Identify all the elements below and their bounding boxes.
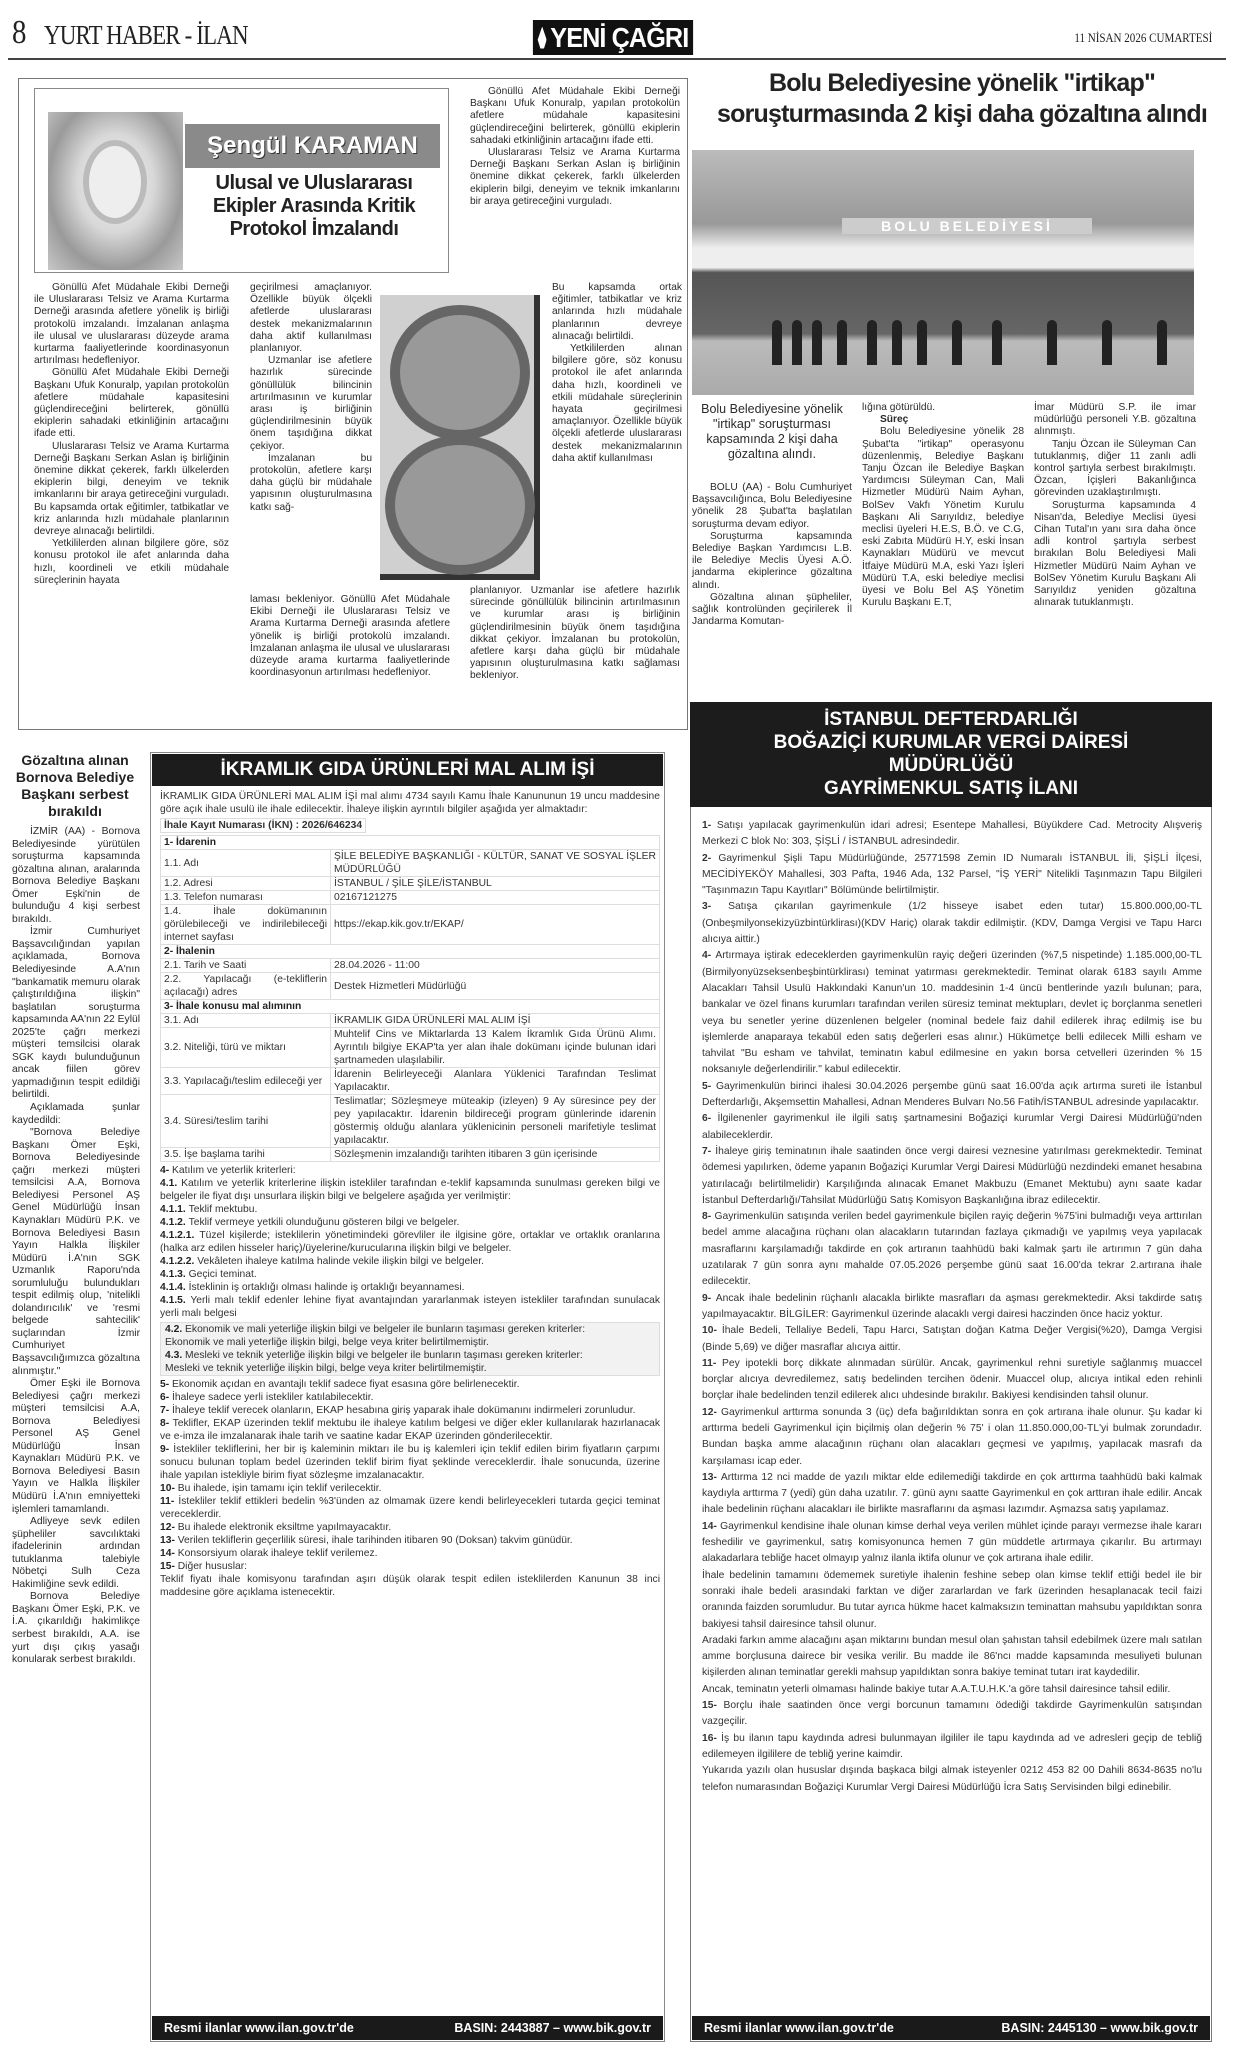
field-label: 1.2. Adresi	[161, 877, 331, 891]
list-item: 11- İstekliler teklif ettikleri bedelin %3'ünden az olmamak üzere kendi belirleyecekleri tutarda geçici teminat vereceklerdir.	[160, 1496, 660, 1520]
list-item: 11- Pey ipotekli borç dikkate alınmadan sürülür. Ancak, gayrimenkul rehni suretiyle sağlanmış muaccel borçlar alıcıya devredilemez, satış bedelinden tercihen ödenir. Muaccel olup, alıcıya intikal eden rehinli borçlar ihale bedelinden tenzil edilerek alıcı uhdesinde bırakılır. Bakiyesi kendisinden tahsil olunur.	[702, 1357, 1202, 1402]
tender-qualification	[160, 1322, 660, 1376]
field-value: 28.04.2026 - 11:00	[331, 959, 660, 973]
bolu-text-col1: BOLU (AA) - Bolu Cumhuriyet Başsavcılığınca, Bolu Belediyesine yönelik 28 Şubat'ta başlatılan soruşturma devam ediyor. Soruşturma kapsamında Belediye Başkan Yardımcısı L.B. ile Belediye Meclis Üyesi A.Ö. jandarma ekiplerince gözaltına alındı. Gözaltına alınan şüpheliler, sağlık kontrolünden geçirilerek İl Jandarma Komutan-	[692, 482, 852, 628]
table-row	[161, 1028, 660, 1068]
masthead-rule	[8, 58, 1226, 60]
logo-text: YENİ ÇAĞRI	[550, 21, 689, 53]
table-row	[161, 891, 660, 905]
column-text-col2b: laması bekleniyor. Gönüllü Afet Müdahale Ekibi Derneği ile Uluslararası Telsiz ve Arama Kurtarma Derneği arasında afetlere yönelik iş birliği protokolü imzalandı. İmzalanan anlaşma ile ulusal ve uluslararası düzeyde arama kurtarma faaliyetlerinde koordinasyonun artırılması hedefleniyor.	[250, 594, 450, 679]
table-row	[161, 905, 660, 945]
list-item: 9- İstekliler tekliflerini, her bir iş kaleminin miktarı ile bu iş kalemleri için teklif edilen birim fiyatların çarpımı sonucu bulunan toplam bedel üzerinden teklif birim fiyat şeklinde vereceklerdir. İhale sonucunda, üzerine ihale yapılan istekliyle birim fiyat sözleşme imzalanacaktır.	[160, 1444, 660, 1481]
list-item: 4.3. Mesleki ve teknik yeterliğe ilişkin bilgi ve belgeler ile bunların taşıması gereken kriterler:	[165, 1350, 583, 1361]
list-item: 13- Arttırma 12 nci madde de yazılı miktar elde edilemediği takdirde en çok arttırma taahhüdü baki kalmak kaydıyla arttırma 7 (yedi) gün daha uzatılır. 7. günü aynı saatte Gayrimenkul en çok arttıran ihale edilir. Ancak ihale bedelinin rüçhanı alacakları ile birlikte masraflarını da aşması lazımdır. Aşmazsa satış yapılamaz.	[702, 1471, 1202, 1516]
field-value: İdarenin Belirleyeceği Alanlara Yüklenici Tarafından Teslimat Yapılacaktır.	[331, 1068, 660, 1095]
list-item: 12- Bu ihalede elektronik eksiltme yapılmayacaktır.	[160, 1522, 392, 1533]
list-item: 4.1.2. Teklif vermeye yetkili olunduğunu gösteren bilgi ve belgeler.	[160, 1217, 460, 1228]
section-heading: 1- İdarenin	[161, 836, 660, 850]
column-text-col3c: planlanıyor. Uzmanlar ise afetlere hazırlık sürecinde gönüllülük bilincinin artırılmasının ve kurumlar arası iş birliğinin güçlendirilmesinin büyük önem taşıdığına dikkat çekiyor. İmzalanan bu protokolün, afetlere karşı daha güçlü bir müdahale yapısının oluşturulmasına katkı sağlaması bekleniyor.	[470, 585, 680, 682]
list-item: 8- Teklifler, EKAP üzerinden teklif mektubu ile ihaleye katılım belgesi ve diğer ekler kullanılarak hazırlanacak ve e-imza ile imzalanarak ihale tarih ve saatine kadar EKAP üzerinden gönderilecektir.	[160, 1418, 660, 1442]
bornova-headline: Gözaltına alınan Bornova Belediye Başkanı serbest bırakıldı	[15, 752, 135, 819]
bolu-text-col2: lığına götürüldü. Süreç Bolu Belediyesine yönelik 28 Şubat'ta "irtikap" operasyonu düzenlenmiş, Belediye Başkanı Tanju Özcan ile Belediye Başkan Yardımcısı Süleyman Can, Mali Hizmetler Müdürü Naim Ayhan, BolSev Vakfı Yönetim Kurulu Başkanı Ali Sarıyıldız, belediye meclisi üyeleri H.E.S, B.Ö. ve C.G, eski Zabıta Müdürü H.Y, eski İnsan Kaynakları Müdürü ve mevcut İtfaiye Müdürü M.A, eski Yazı İşleri Müdürü T.A, eski belediye meclisi üyesi ve Bolu Bel AŞ Yönetim Kurulu Başkanı E.T,	[862, 402, 1024, 609]
list-item: 4.1.3. Geçici teminat.	[160, 1269, 257, 1280]
title-line: MÜDÜRLÜĞÜ	[888, 755, 1014, 776]
list-item: 5- Ekonomik açıdan en avantajlı teklif sadece fiyat esasına göre belirlenecektir.	[160, 1379, 520, 1390]
author-photo	[48, 112, 183, 270]
table-row	[161, 850, 660, 877]
list-item: 15- Borçlu ihale saatinden önce vergi borcunun tamamını ödediği takdirde Gayrimenkulün satışından vazgeçilir.	[702, 1700, 1202, 1728]
ilan-link[interactable]: Resmi ilanlar www.ilan.gov.tr'de	[164, 2021, 354, 2035]
list-item: Yukarıda yazılı olan hususlar dışında başkaca bilgi almak isteyenler 0212 453 82 00 Dahili 8634-8635 no'lu telefon numarasından Boğaziçi Kurumlar Vergi Dairesi Müdürlüğü İcra Satış Servisinden bilgi edinebilir.	[702, 1765, 1202, 1793]
list-item: 10- İhale Bedeli, Tellaliye Bedeli, Tapu Harcı, Satıştan doğan Katma Değer Vergisi(%20), Damga Vergisi (Binde 5,69) ve diğer masraflar alıcıya aittir.	[702, 1325, 1202, 1353]
field-label: 1.4. İhale dokümanının görülebileceği ve indirilebileceği internet sayfası	[161, 905, 331, 945]
field-label: 3.2. Niteliği, türü ve miktarı	[161, 1028, 331, 1068]
field-value: Sözleşmenin imzalandığı tarihten itibaren 3 gün içerisinde	[331, 1148, 660, 1162]
table-row	[161, 959, 660, 973]
page-number: 8	[12, 14, 27, 51]
issue-date: 11 NİSAN 2026 CUMARTESİ	[1074, 30, 1212, 45]
list-item: 2- Gayrimenkul Şişli Tapu Müdürlüğünde, 25771598 Zemin ID Numaralı İSTANBUL İli, ŞİŞLİ İlçesi, MECİDİYEKÖY Mahallesi, 303 Pafta, 1946 Ada, 132 Parsel, "İŞ YERİ" Nitelikli Taşınmazın Tapu Bilgileri "Taşınmazın Tapu Kayıtları" Bölümünde belirtilmiştir.	[702, 852, 1202, 897]
list-item: 15- Diğer hususlar:	[160, 1561, 247, 1572]
list-item: Mesleki ve teknik yeterliğe ilişkin bilgi, belge veya kriter belirtilmemiştir.	[165, 1363, 487, 1374]
list-item: 4.1.4. İsteklinin iş ortaklığı olması halinde iş ortaklığı beyannamesi.	[160, 1282, 465, 1293]
list-item: 1- Satışı yapılacak gayrimenkulün idari adresi; Esentepe Mahallesi, Büyükdere Cad. Metrocity Alışveriş Merkezi C blok No: 303, ŞİŞLİ / İSTANBUL adresindedir.	[702, 820, 1202, 848]
property-sale-title	[690, 702, 1212, 807]
list-item: 16- İş bu ilanın tapu kaydında adresi bulunmayan ilgililer ile tapu kaydında ad ve adresleri geçip de tebliğ edilemeyen ilgililere de tebliğ yerine kaimdir.	[702, 1732, 1202, 1760]
list-item: Ancak, teminatın yeterli olmaması halinde bakiye tutar A.A.T.U.H.K.'a göre tahsil dairesince tahsil edilir.	[702, 1683, 1171, 1695]
list-item: 9- Ancak ihale bedelinin rüçhanlı alacakla birlikte masrafları da aşması gerekmektedir. Aksi takdirde satış yapılmayacaktır. BİLGİLER: Gayrimenkul üzerinde alacaklı vergi dairesi haczinden önce haciz yoktur.	[702, 1292, 1202, 1320]
photo-sign: BOLU BELEDİYESİ	[842, 218, 1092, 234]
property-sale-body	[702, 818, 1202, 1796]
title-line: BOĞAZİÇİ KURUMLAR VERGİ DAİRESİ	[773, 732, 1129, 753]
table-row	[161, 1014, 660, 1028]
field-label: 1.1. Adı	[161, 850, 331, 877]
column-text-col2a: geçirilmesi amaçlanıyor. Özellikle büyük ölçekli afetlerde uluslararası destek mekanizmalarının daha aktif kullanılması planlanıyor. Uzmanlar ise afetlere hazırlık sürecinde gönüllülük bilincinin artırılmasının ve kurumlar arası iş birliğinin güçlendirilmesinin büyük önem taşıdığına dikkat çekiyor. İmzalanan bu protokolün, afetlere karşı daha güçlü bir müdahale yapısının oluşturulmasına katkı sağ-	[250, 282, 372, 513]
bik-link[interactable]: BASIN: 2443887 – www.bik.gov.tr	[454, 2021, 651, 2035]
list-item: 4- Katılım ve yeterlik kriterleri:	[160, 1165, 296, 1176]
list-item: 14- Gayrimenkul kendisine ihale olunan kimse derhal veya verilen mühlet içinde parayı vermezse ihale kararı feshedilir ve gayrimenkul, satış komisyonunca hemen 7 gün müddetle artırmaya çıkarılır. Bu artırmayı alakadarlara tebliğe hacet olmayıp yalnız ilanla iktifa olunur ve çok artırana ihale edilir.	[702, 1520, 1202, 1565]
column-title: Ulusal ve Uluslararası Ekipler Arasında Kritik Protokol İmzalandı	[212, 172, 416, 240]
field-label: 1.3. Telefon numarası	[161, 891, 331, 905]
bolu-photo	[692, 150, 1194, 395]
tender-intro: İKRAMLIK GIDA ÜRÜNLERİ MAL ALIM İŞİ mal alımı 4734 sayılı Kamu İhale Kanununun 19 uncu maddesine göre açık ihale usulü ile ihale edilecektir. İhaleye ilişkin ayrıntılı bilgiler aşağıda yer almaktadır:	[160, 791, 660, 815]
flame-icon	[538, 27, 547, 49]
association-emblem	[380, 295, 540, 580]
list-item: 4.1.5. Yerli malı teklif edenler lehine fiyat avantajından yararlanmak isteyen istekliler tarafından sunulacak yerli malı belgesi	[160, 1295, 661, 1319]
field-label: 3.4. Süresi/teslim tarihi	[161, 1095, 331, 1148]
tender-criteria	[160, 1164, 660, 1320]
field-value: ŞİLE BELEDİYE BAŞKANLIĞI - KÜLTÜR, SANAT VE SOSYAL İŞLER MÜDÜRLÜĞÜ	[331, 850, 660, 877]
list-item: 4- Artırmaya iştirak edeceklerden gayrimenkulün rayiç değeri üzerinden (%7,5 nispetinde) 1.185.000,00-TL (Birmilyonyüzseksenbeşbintürklirası) teminat yatırması gerekmektedir. Teminat olarak 6183 sayılı Amme Alacakları Tahsil Usulü Hakkındaki Kanun'un 10. maddesinin 1-4 üncü bentlerinde yazılı bulunan; para, bankalar ve özel finans kurumları tarafından verilen süresiz teminat mektupları, devlet iç borçlanma senetleri veya bu senetler yerine düzenlenen belgeler (nominal bedele faiz dahil edilerek ihraç edilmiş ise bu işlemlerde anaparaya tekabül eden satış değerleri esas alınır.) Hükümetçe belli edilecek Milli esham ve tahvilat "Bu esham ve tahvilat, teminatın kabul edilmesine en yakın borsa cetvelleri üzerinden % 15 noksanıyle değerlendirilir." kabul edilecektir.	[702, 950, 1202, 1076]
bolu-text-col3: İmar Müdürü S.P. ile imar müdürlüğü personeli Y.B. gözaltına alınmıştı. Tanju Özcan ile Süleyman Can tutuklanmış, diğer 11 zanlı adli kontrol şartıyla serbest bırakılmıştı. Özcan, İçişleri Bakanlığınca görevinden uzaklaştırılmıştı. Soruşturma kapsamında 4 Nisan'da, Belediye Meclisi üyesi Cihan Tutal'ın yanı sıra daha önce adli kontrol şartıyla serbest bırakılan Bolu Belediyesi Mali Hizmetler Müdürü Naim Ayhan ve BolSev Yönetim Kurulu Başkanı Ali Sarıyıldız yeniden gözaltına alınarak tutuklanmıştı.	[1034, 402, 1196, 609]
table-row	[161, 1068, 660, 1095]
list-item: Teklif fiyatı ihale komisyonu tarafından aşırı düşük olarak tespit edilen isteklilerden Kanunun 38 inci maddesine göre açıklama istenecektir.	[160, 1574, 660, 1598]
column-text-col3a: Gönüllü Afet Müdahale Ekibi Derneği Başkanı Ufuk Konuralp, yapılan protokolün afetlere müdahale kapasitesini güçlendireceğini belirterek, gönüllü ekiplerin sahadaki etkinliğinin artacağını ifade etti. Uluslararası Telsiz ve Arama Kurtarma Derneği Başkanı Serkan Aslan iş birliğinin önemine dikkat çekerek, farklı ülkelerden ekiplerin bilgi, deneyim ve teknik imkanlarını bir araya getireceğini vurguladı.	[470, 86, 680, 207]
section-heading: 2- İhalenin	[161, 945, 660, 959]
field-label: 2.1. Tarih ve Saati	[161, 959, 331, 973]
list-item: 6- İlgilenenler gayrimenkul ile ilgili satış şartnamesini Boğaziçi kurumlar Vergi Dairesi Müdürlüğü'nden alabileceklerdir.	[702, 1113, 1202, 1141]
table-row	[161, 1148, 660, 1162]
field-value: 02167121275	[331, 891, 660, 905]
list-item: 12- Gayrimenkul arttırma sonunda 3 (üç) defa bağırıldıktan sonra en çok artırana ihale olunur. Şu kadar ki arttırma bedeli Gayrimenkul için biçilmiş olan değerin % 75' i olan 11.850.000,00-TL'yi bulmak zorundadır. Bundan başka amme alacağının rüçhanı olan alacakları geçmesi ve yapılmış, yapılacak masrafı da karşılaması icap eder.	[702, 1406, 1202, 1467]
tender-title: İKRAMLIK GIDA ÜRÜNLERİ MAL ALIM İŞİ	[152, 754, 663, 786]
ilan-link[interactable]: Resmi ilanlar www.ilan.gov.tr'de	[704, 2021, 894, 2035]
table-row	[161, 1095, 660, 1148]
author-name: Şengül KARAMAN	[185, 124, 440, 168]
field-value: Destek Hizmetleri Müdürlüğü	[331, 973, 660, 1000]
tender-terms	[160, 1378, 660, 1599]
masthead	[0, 0, 1234, 62]
table-row	[161, 973, 660, 1000]
bolu-headline: Bolu Belediyesine yönelik "irtikap" soruşturmasında 2 kişi daha gözaltına alındı	[717, 69, 1207, 128]
section-title: YURT HABER - İLAN	[44, 20, 248, 50]
field-label: 3.5. İşe başlama tarihi	[161, 1148, 331, 1162]
list-item: 10- Bu ihalede, işin tamamı için teklif verilecektir.	[160, 1483, 382, 1494]
list-item: 6- İhaleye sadece yerli istekliler katılabilecektir.	[160, 1392, 374, 1403]
list-item: 4.1.2.1. Tüzel kişilerde; isteklilerin yönetimindeki görevliler ile ilgisine göre, ortaklar ve ortaklık oranlarına (halka arz edilen hisseler hariç)/üyelerine/kurucularına ilişkin bilgi ve belgeler.	[160, 1230, 660, 1254]
list-item: 7- İhaleye giriş teminatının ihale saatinden önce vergi dairesi veznesine yatırılması gerekmektedir. Teminat ödemesi yapılırken, ödeme yapanın Boğaziçi Kurumlar Vergi Dairesi Müdürlüğü nezdindeki emanet hesabına yatırılacağı belirtilmelidir) Karşılığında alınacak Emanet Makbuzu (Emanet Mektubu) aynı saate kadar İstanbul Defterdarlığı/Tahsilat Müdürlüğü Satış Komisyon Başkanlığına ibraz edilecektir.	[702, 1145, 1202, 1206]
column-text-col3b: Bu kapsamda ortak eğitimler, tatbikatlar ve kriz anlarında hızlı müdahale planlarının devreye alınacağı belirtildi. Yetkililerden alınan bilgilere göre, söz konusu protokol ile afet anlarında daha hızlı, koordineli ve etkili müdahale süreçlerinin hayata geçirilmesi amaçlanıyor. Özellikle büyük ölçekli afetlerde uluslararası destek mekanizmalarının daha aktif kullanılması	[552, 282, 682, 464]
table-row	[161, 877, 660, 891]
tender-details-table	[160, 835, 660, 1162]
field-value: Muhtelif Cins ve Miktarlarda 13 Kalem İkramlık Gıda Ürünü Alımı. Ayrıntılı bilgiye EKAP'ta yer alan ihale dokümanı içinde bulunan idari şartnameden ulaşılabilir.	[331, 1028, 660, 1068]
list-item: 4.1. Katılım ve yeterlik kriterlerine ilişkin istekliler tarafından e-teklif kapsamında sunulması gereken bilgi ve belgeler ile fiyat dışı unsurlara ilişkin bilgi ve belgelere aşağıda yer verilmiştir:	[160, 1178, 660, 1202]
list-item: 8- Gayrimenkulün satışında verilen bedel gayrimenkule biçilen rayiç değerin %75'ini bulmadığı veya arttırılan bedel amme alacağına rüçhanı olan alacakların tutarından fazlaya çıkmadığı ve yapılmış veya yapılacak masraflarını karşılamadığı takdirde en çok artıranın taahhüdü baki kalmak şartı ile artırımın 7 gün daha uzatılarak 7 gün sonra aynı mahalde 07.05.2026 perşembe günü saat 16.00'da tekrar 2.artırana ihale edilecektir.	[702, 1211, 1202, 1288]
property-sale-footer	[692, 2016, 1210, 2040]
field-label: 2.2. Yapılacağı (e-tekliflerin açılacağı) adres	[161, 973, 331, 1000]
list-item: Aradaki farkın amme alacağını aşan miktarını bundan mesul olan şahıstan tahsil edebilmek üzere malı satılan amme borçlusuna dairece bir vesika verilir. Bu madde ile 86'ncı madde kapsamında mesuliyeti bulunan kişilerden alınan teminatlar gerekli mahsup yapıldıktan sonra bakiye teminat tutarı irat kaydedilir.	[702, 1634, 1202, 1679]
list-item: 7- İhaleye teklif verecek olanların, EKAP hesabına giriş yaparak ihale dokümanını indirmeleri zorunludur.	[160, 1405, 636, 1416]
list-item: 5- Gayrimenkulün birinci ihalesi 30.04.2026 perşembe günü saat 16.00'da açık artırma sureti ile İstanbul Defterdarlığı, Akşemsettin Mahallesi, Adnan Menderes Bulvarı No.56 Fatih/İSTANBUL adresinde yapılacaktır.	[702, 1080, 1202, 1109]
tender-body	[160, 790, 660, 1599]
section-heading: 3- İhale konusu mal alımının	[161, 1000, 660, 1014]
bolu-lead: Bolu Belediyesine yönelik "irtikap" soruşturması kapsamında 2 kişi daha gözaltına alındı.	[701, 402, 843, 461]
field-label: 3.1. Adı	[161, 1014, 331, 1028]
field-label: 3.3. Yapılacağı/teslim edileceği yer	[161, 1068, 331, 1095]
title-line: İSTANBUL DEFTERDARLIĞI	[824, 709, 1078, 730]
bornova-text: İZMİR (AA) - Bornova Belediyesinde yürütülen soruşturma kapsamında gözaltına alınan, aralarında Bornova Belediye Başkanı Ömer Eşki'nin de bulunduğu 4 kişi serbest bırakıldı. İzmir Cumhuriyet Başsavcılığından yapılan açıklamada, Bornova Belediyesinde A.A'nın "bankamatik memuru olarak çalıştırıldığına ilişkin" başlatılan soruşturma kapsamında AA'nın 22 Eylül 2025'te çağrı merkezi müşteri temsilcisi olarak SGK kaydı bulunduğunun ancak fiilen görev yapmadığının tespit edildiği belirtildi. Açıklamada şunlar kaydedildi: "Bornova Belediye Başkanı Ömer Eşki, Bornova Belediyesinde çağrı merkezi müşteri temsilcisi A.A, Bornova Belediyesi Personel AŞ Genel Müdürlüğü İnsan Kaynakları Müdürü P.K. ve Bornova Belediyesi Basın Yayın Halkla İlişkiler Müdürü İ.A'nın SGK Uzmanlık Raporu'nda sorumluluğu bulundukları tespit edilmiş olup, 'nitelikli dolandırıcılık' ve 'resmi belgede sahtecilik' suçlarından İzmir Cumhuriyet Başsavcılığımızca gözaltına alınmıştır." Ömer Eşki ile Bornova Belediyesi çağrı merkezi müşteri temsilcisi A.A, Bornova Belediyesi Personel AŞ Genel Müdürlüğü İnsan Kaynakları Müdürü P.K. ve Bornova Belediyesi Basın Yayın ve Halkla İlişkiler Müdürü İ.A'nın emniyetteki işlemleri tamamlandı. Adliyeye sevk edilen şüpheliler savcılıktaki ifadelerinin ardından tutuklanma talebiyle Nöbetçi Sulh Ceza Hakimliğine sevk edildi. Bornova Belediye Başkanı Ömer Eşki, P.K. ve İ.A. çıkarıldığı hakimlikçe serbest bırakıldı, A.A. ise yurt dışı çıkış yasağı konularak serbest bırakıldı.	[12, 826, 140, 1666]
ikn: İhale Kayıt Numarası (İKN) : 2026/646234	[160, 818, 366, 833]
list-item: 4.2. Ekonomik ve mali yeterliğe ilişkin bilgi ve belgeler ile bunların taşıması gereken kriterler:	[165, 1324, 586, 1335]
list-item: Ekonomik ve mali yeterliğe ilişkin bilgi, belge veya kriter belirtilmemiştir.	[165, 1337, 489, 1348]
list-item: 13- Verilen tekliflerin geçerlilik süresi, ihale tarihinden itibaren 90 (Doksan) takvim günüdür.	[160, 1535, 573, 1546]
bolu-subhead: Süreç	[880, 414, 909, 426]
list-item: İhale bedelinin tamamını ödememek suretiyle ihalenin feshine sebep olan kimse teklif ettiği bedel ile bir sonraki ihale bedeli arasındaki farktan ve diğer zararlardan ve fark üzerinden hesaplanacak tecil faizi oranında faizden sorumludur. Bu tutar ayrıca hükme hacet kalmaksızın teminattan mahsubu yapıldıktan sonra bakiyesi tahsil dairesince tahsil olunur.	[702, 1569, 1202, 1630]
list-item: 4.1.2.2. Vekâleten ihaleye katılma halinde vekile ilişkin bilgi ve belgeler.	[160, 1256, 484, 1267]
list-item: 14- Konsorsiyum olarak ihaleye teklif verilemez.	[160, 1548, 378, 1559]
column-text-col1: Gönüllü Afet Müdahale Ekibi Derneği ile Uluslararası Telsiz ve Arama Kurtarma Derneği arasında afetlere yönelik iş birliği protokolü imzalandı. İmzalanan anlaşma ile ulusal ve uluslararası düzeyde arama kurtarma faaliyetlerinde koordinasyonun artırılması hedefleniyor. Gönüllü Afet Müdahale Ekibi Derneği Başkanı Ufuk Konuralp, yapılan protokolün afetlere müdahale kapasitesini güçlendireceğini belirterek, gönüllü ekiplerin sahadaki etkinliğinin artacağını ifade etti. Uluslararası Telsiz ve Arama Kurtarma Derneği Başkanı Serkan Aslan iş birliğinin önemine dikkat çekerek, farklı ülkelerden ekiplerin bilgi, deneyim ve teknik imkanlarını bir araya getireceğini vurguladı. Bu kapsamda ortak eğitimler, tatbikatlar ve kriz anlarında hızlı müdahale planlarının devreye alınacağı belirtildi. Yetkililerden alınan bilgilere göre, söz konusu protokol ile afet anlarında daha hızlı, koordineli ve etkili müdahale süreçlerinin hayata	[34, 282, 229, 586]
newspaper-logo	[533, 20, 693, 55]
list-item: 3- Satışa çıkarılan gayrimenkule (1/2 hisseye isabet eden tutar) 15.800.000,00-TL (Onbeşmilyonsekizyüzbintürklirası)(KDV Hariç) olarak takdir edilmiştir. (KDV, Damga Vergisi ve Tapu Harcı alıcıya aittir.)	[702, 901, 1202, 946]
field-value: Teslimatlar; Sözleşmeye müteakip (izleyen) 9 Ay süresince pey der pey yapılacaktır. İdarenin bildireceği program günlerinde idarenin göstermiş olduğu alanlara yüklenicinin personeli marifetiyle teslimat yapılacaktır.	[331, 1095, 660, 1148]
list-item: 4.1.1. Teklif mektubu.	[160, 1204, 258, 1215]
field-value: İKRAMLIK GIDA ÜRÜNLERİ MAL ALIM İŞİ	[331, 1014, 660, 1028]
title-line: GAYRİMENKUL SATIŞ İLANI	[823, 778, 1079, 799]
field-value: İSTANBUL / ŞİLE ŞİLE/İSTANBUL	[331, 877, 660, 891]
bik-link[interactable]: BASIN: 2445130 – www.bik.gov.tr	[1001, 2021, 1198, 2035]
tender-footer	[152, 2016, 663, 2040]
field-value: https://ekap.kik.gov.tr/EKAP/	[331, 905, 660, 945]
